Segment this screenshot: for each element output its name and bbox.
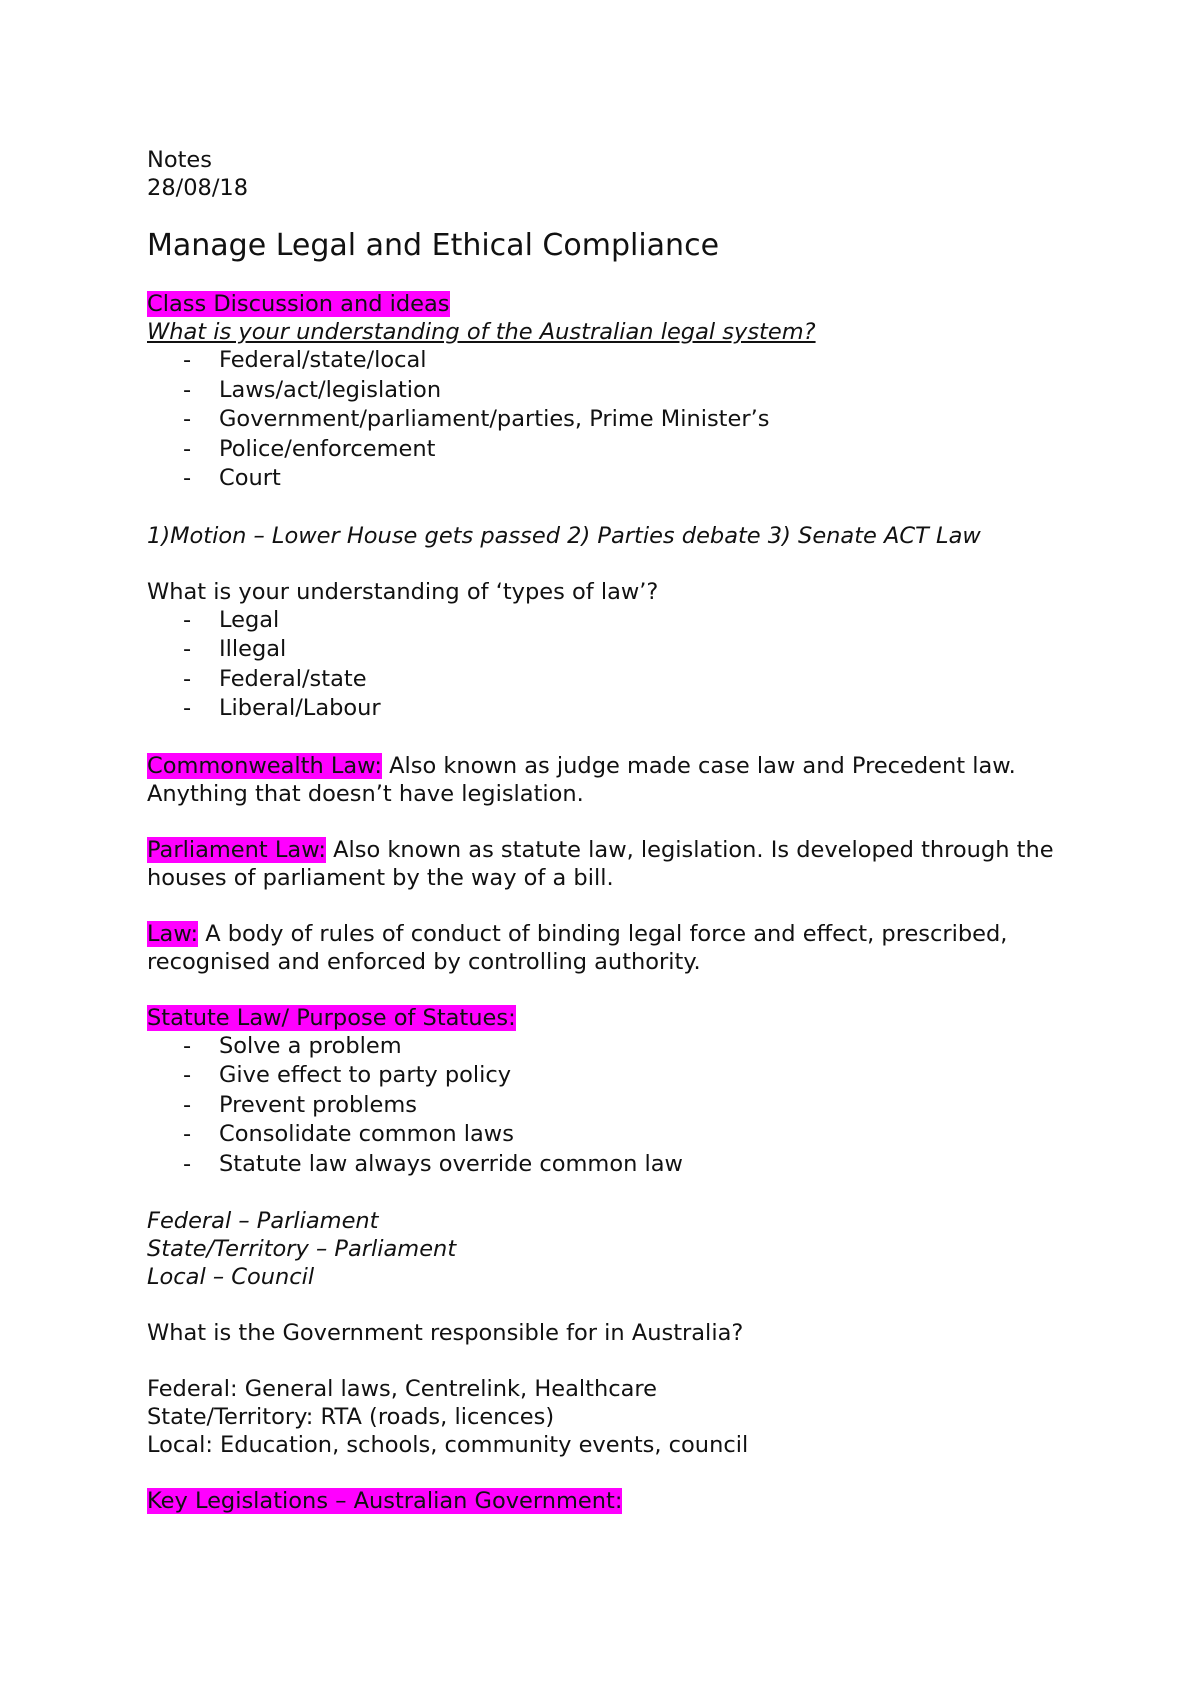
list-item: - Legal	[183, 606, 280, 633]
responsibility-federal: Federal: General laws, Centrelink, Healthcare	[147, 1376, 657, 1402]
types-of-law-list	[147, 606, 1107, 724]
list-item: - Liberal/Labour	[183, 695, 381, 721]
definition-parliament-law: Parliament Law: Also known as statute law, legislation. Is developed through the houses of parliament by the way of a bill.	[147, 836, 1054, 891]
list-item: - Federal/state/local	[183, 347, 427, 373]
section-heading-statute-law	[147, 1004, 1107, 1032]
definition-commonwealth-law: Commonwealth Law: Also known as judge made case law and Precedent law. Anything that doesn’t have legislation.	[147, 752, 1016, 807]
question-legal-system: What is your understanding of the Australian legal system?	[147, 319, 816, 345]
level-state: State/Territory – Parliament	[147, 1236, 457, 1262]
list-item: - Prevent problems	[183, 1091, 417, 1118]
question-types-of-law: What is your understanding of ‘types of law’?	[147, 578, 659, 605]
definition-law: Law: A body of rules of conduct of binding legal force and effect, prescribed, recognised and enforced by controlling authority.	[147, 920, 1008, 975]
responsibility-local: Local: Education, schools, community events, council	[147, 1432, 749, 1458]
list-item: - Court	[183, 465, 281, 491]
document-title: Manage Legal and Ethical Compliance	[147, 228, 720, 263]
section-heading-key-legislations	[147, 1487, 1107, 1515]
highlight: Statute Law/ Purpose of Statues:	[147, 1004, 516, 1031]
list-item: - Illegal	[183, 636, 287, 662]
list-item: - Government/parliament/parties, Prime Minister’s	[183, 406, 770, 432]
highlight: Class Discussion and ideas	[147, 291, 450, 317]
highlight: Parliament Law:	[147, 836, 326, 863]
level-federal: Federal – Parliament	[147, 1208, 379, 1234]
highlight: Commonwealth Law:	[147, 752, 382, 779]
date: 28/08/18	[147, 175, 249, 201]
list-item: - Statute law always override common law	[183, 1150, 683, 1177]
law-process: 1)Motion – Lower House gets passed 2) Parties debate 3) Senate ACT Law	[147, 522, 981, 549]
list-item: - Federal/state	[183, 665, 367, 692]
list-item: - Solve a problem	[183, 1032, 402, 1059]
section-heading-class-discussion	[147, 290, 1107, 318]
list-item: - Give effect to party policy	[183, 1062, 512, 1088]
notes-label: Notes	[147, 147, 212, 173]
document-body	[147, 146, 1107, 1515]
question-government-responsibility: What is the Government responsible for in Australia?	[147, 1320, 744, 1346]
legal-system-list	[147, 346, 1107, 494]
list-item: - Police/enforcement	[183, 435, 436, 462]
highlight: Key Legislations – Australian Government:	[147, 1488, 623, 1514]
highlight: Law:	[147, 920, 199, 947]
list-item: - Consolidate common laws	[183, 1121, 514, 1147]
responsibility-state: State/Territory: RTA (roads, licences)	[147, 1404, 555, 1430]
list-item: - Laws/act/legislation	[183, 376, 442, 403]
level-local: Local – Council	[147, 1264, 315, 1290]
statute-purpose-list	[147, 1032, 1107, 1180]
